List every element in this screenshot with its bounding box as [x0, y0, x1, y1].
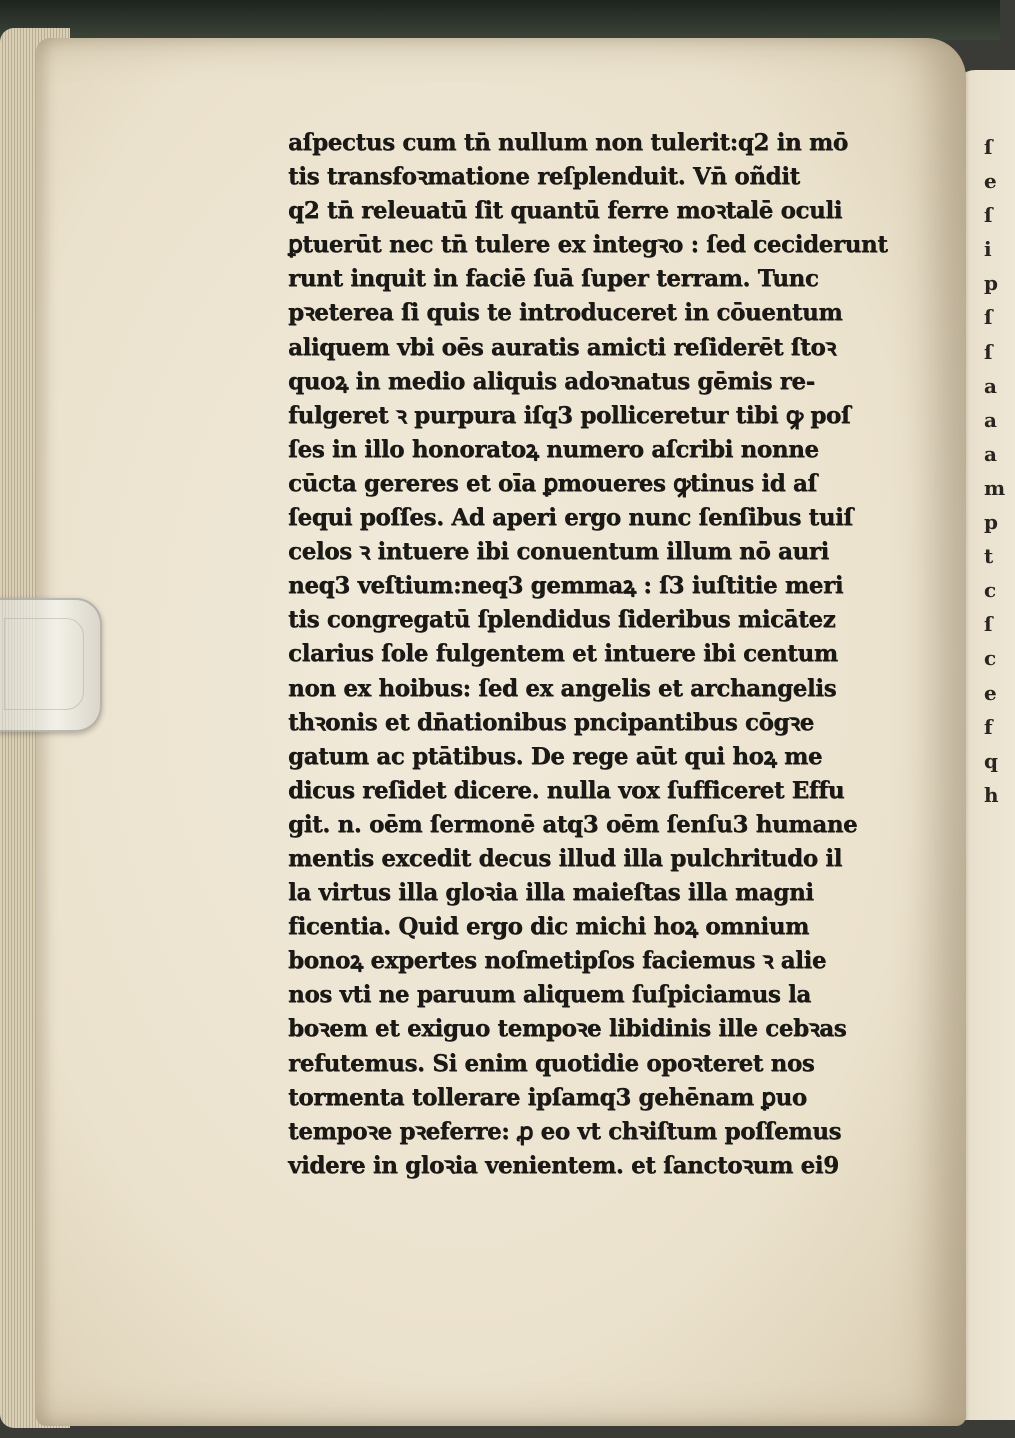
facing-page-fragment: t — [984, 544, 994, 569]
text-line: aliquem vbi oēs auratis amicti reſiderēt ſtoꝛ — [288, 333, 836, 361]
facing-page-fragment: ſ — [984, 203, 993, 228]
facing-page-fragment: q — [984, 748, 998, 773]
text-line: ficentia. Quid ergo dic michi hoꝝ omnium — [288, 913, 809, 941]
facing-page-fragment: h — [984, 782, 999, 807]
facing-page-fragment: ſ — [984, 612, 993, 637]
text-line: pꝛeterea ſi quis te introduceret in cōuentum — [288, 299, 843, 327]
text-line: mentis excedit decus illud illa pulchritudo il — [288, 844, 842, 872]
text-line: q2 tn̄ releuatū ſit quantū ferre moꝛtalē oculi — [288, 197, 843, 225]
text-line: ſequi poſſes. Ad aperi ergo nunc ſenſibus tuiſ — [288, 504, 853, 532]
text-line: boꝛem et exiguo tempoꝛe libidinis ille cebꝛas — [288, 1015, 847, 1043]
facing-page-fragment: i — [984, 237, 992, 262]
facing-page-fragment: e — [984, 680, 997, 705]
text-line: runt inquit in faciē ſuā ſuper terram. Tunc — [288, 265, 819, 293]
facing-page-fragment: f — [984, 714, 993, 739]
text-line: videre in gloꝛia venientem. et ſanctoꝛum ei9 — [288, 1151, 839, 1179]
text-line: celos ꝛ intuere ibi conuentum illum nō auri — [288, 538, 829, 566]
text-line: cūcta gereres et oīa ꝑmoueres ꝙtinus id aſ — [288, 469, 817, 497]
text-line: thꝛonis et dn̄ationibus pncipantibus cōgꝛe — [288, 708, 814, 736]
facing-page-fragment: ſ — [984, 305, 993, 330]
text-line: quoꝝ in medio aliquis adoꝛnatus gēmis re- — [288, 367, 815, 395]
text-line: non ex hoibus: ſed ex angelis et archangelis — [288, 674, 837, 702]
text-line: tis transfoꝛmatione reſplenduit. Vn̄ oñdit — [288, 163, 800, 191]
text-line: fulgeret ꝛ purpura iſq3 polliceretur tibi ꝙ poſ — [288, 401, 851, 429]
book-cover-edge — [0, 0, 1000, 40]
text-line: dicus reſidet dicere. nulla vox ſufficeret Effu — [288, 776, 845, 804]
text-line: ꝑtuerūt nec tn̄ tulere ex integꝛo : ſed ceciderunt — [288, 231, 888, 259]
text-line: tormenta tollerare ipſamq3 gehēnam ꝑuo — [288, 1083, 807, 1111]
text-line: git. n. oēm ſermonē atq3 oēm ſenſu3 humane — [288, 810, 858, 838]
facing-page-fragment: e — [984, 169, 997, 194]
text-line: ſes in illo honoratoꝝ numero aſcribi nonne — [288, 435, 819, 463]
facing-page-text — [984, 130, 1006, 812]
text-line: clarius ſole fulgentem et intuere ibi centum — [288, 640, 838, 668]
text-line: la virtus illa gloꝛia illa maieſtas illa magni — [288, 879, 814, 907]
facing-page-fragment: p — [984, 271, 998, 296]
facing-page-fragment: a — [984, 441, 997, 466]
text-line: tis congregatū ſplendidus ſideribus micātez — [288, 606, 836, 634]
text-line: gatum ac ptātibus. De rege aūt qui hoꝝ me — [288, 742, 823, 770]
printed-text-block — [288, 126, 903, 1183]
facing-page-fragment: c — [984, 646, 997, 671]
text-line: nos vti ne paruum aliquem ſuſpiciamus la — [288, 981, 811, 1009]
facing-page-fragment: p — [984, 510, 998, 535]
page-clip — [0, 598, 102, 732]
facing-page-fragment: a — [984, 407, 997, 432]
facing-page-fragment: ſ — [984, 339, 993, 364]
facing-page-fragment: a — [984, 373, 997, 398]
text-line: refutemus. Si enim quotidie opoꝛteret nos — [288, 1049, 815, 1077]
facing-page-fragment: ſ — [984, 135, 993, 159]
text-line: aſpectus cum tn̄ nullum non tulerit:q2 in mō — [288, 129, 848, 156]
facing-page-fragment: c — [984, 578, 997, 603]
facing-page-fragment: m — [984, 475, 1006, 500]
text-line: bonoꝝ expertes noſmetipſos faciemus ꝛ alie — [288, 947, 827, 975]
text-line: tempoꝛe pꝛeferre: ꝓ eo vt chꝛiſtum poſſemus — [288, 1117, 842, 1145]
text-line: neq3 veſtium:neq3 gemmaꝝ : ſ3 iuſtitie meri — [288, 572, 844, 600]
